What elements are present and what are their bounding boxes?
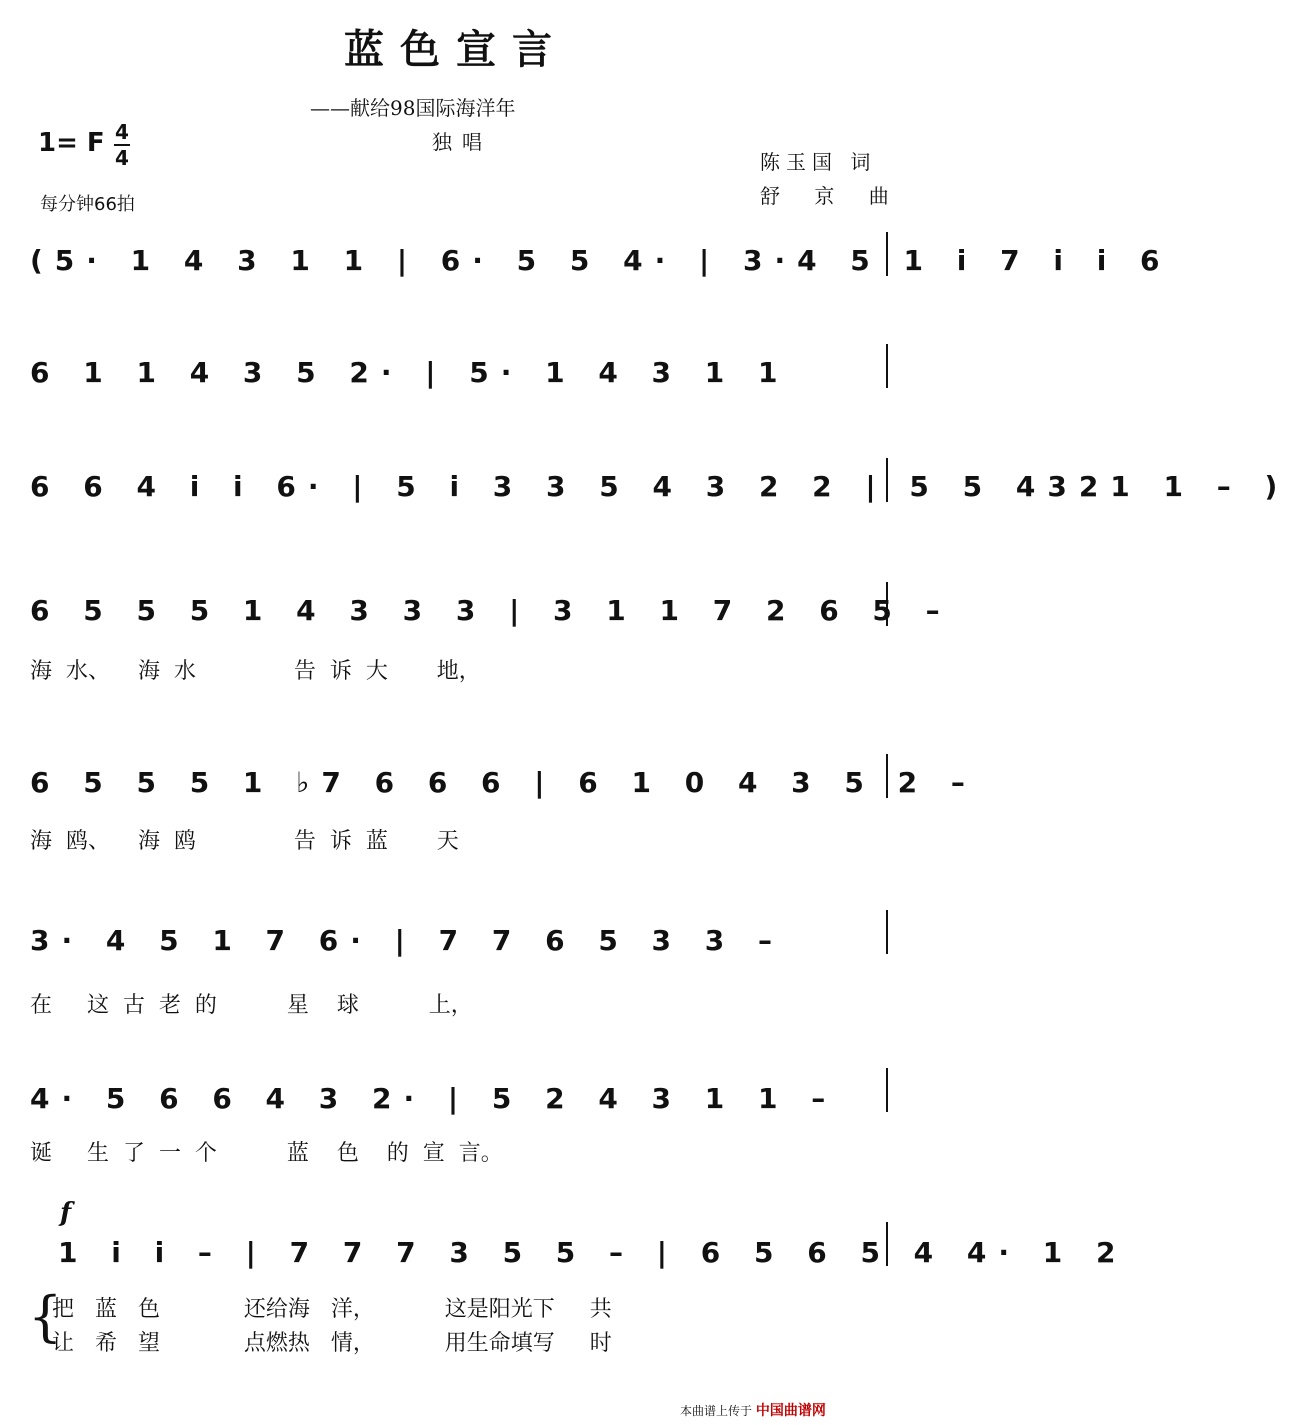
score-line-4-notes: 6 5 5 5 1 4 3 3 3 | 3 1 1 7 2 6 5 – <box>30 594 952 627</box>
song-subtitle: ——献给98国际海洋年 <box>310 96 516 120</box>
barline <box>886 582 888 626</box>
time-signature-bottom: 4 <box>115 146 129 170</box>
performance-form: 独唱 <box>432 130 492 154</box>
barline <box>886 1222 888 1266</box>
verse-brace: { <box>28 1285 63 1348</box>
time-signature-top: 4 <box>115 120 129 144</box>
score-line-1-notes: (5· 1 4 3 1 1 | 6· 5 5 4· | 3·4 5 1 i 7 i i 6 <box>30 244 1172 277</box>
score-line-6-lyrics: 在 这 古 老 的 星 球 上， <box>30 993 473 1018</box>
score-line-7-notes: 4· 5 6 6 4 3 2· | 5 2 4 3 1 1 – <box>30 1082 838 1115</box>
dynamic-marking: f <box>60 1198 72 1228</box>
time-signature <box>112 120 132 170</box>
score-line-5-notes: 6 5 5 5 1 ♭7 6 6 6 | 6 1 0 4 3 5 2 – <box>30 766 977 799</box>
score-line-6-notes: 3· 4 5 1 7 6· | 7 7 6 5 3 3 – <box>30 924 785 957</box>
site-logo: 中国曲谱网 <box>755 1403 826 1419</box>
barline <box>886 1068 888 1112</box>
barline <box>886 910 888 954</box>
lyricist-credit: 陈玉国 词 <box>760 150 877 174</box>
footer-text: 本曲谱上传于 <box>680 1404 753 1418</box>
song-title: 蓝色宣言 <box>344 26 568 73</box>
score-line-8-lyrics-verse-2: 让 希 望 点燃热 情， 用生命填写 时 <box>52 1331 612 1356</box>
score-line-7-lyrics: 诞 生 了 一 个 蓝 色 的 宣 言。 <box>30 1141 503 1166</box>
score-line-4-lyrics: 海 水、 海 水 告 诉 大 地， <box>30 659 481 684</box>
barline <box>886 344 888 388</box>
score-line-8-notes: 1 i i – | 7 7 7 3 5 5 – | 6 5 6 5 4 4· 1 2 <box>58 1236 1128 1269</box>
composer-credit: 舒 京 曲 <box>760 184 903 208</box>
score-line-5-lyrics: 海 鸥、 海 鸥 告 诉 蓝 天 <box>30 829 459 854</box>
barline <box>886 754 888 798</box>
tempo-marking: 每分钟66拍 <box>40 194 135 215</box>
footer-credit <box>680 1400 826 1420</box>
key-signature: 1= F <box>38 128 105 158</box>
barline <box>886 458 888 502</box>
score-line-2-notes: 6 1 1 4 3 5 2· | 5· 1 4 3 1 1 <box>30 356 790 389</box>
score-line-8-lyrics-verse-1: 把 蓝 色 还给海 洋， 这是阳光下 共 <box>52 1297 612 1322</box>
barline <box>886 232 888 276</box>
score-line-3-notes: 6 6 4 i i 6· | 5 i 3 3 5 4 3 2 2 | 5 5 4321 1 – ) <box>30 470 1289 503</box>
